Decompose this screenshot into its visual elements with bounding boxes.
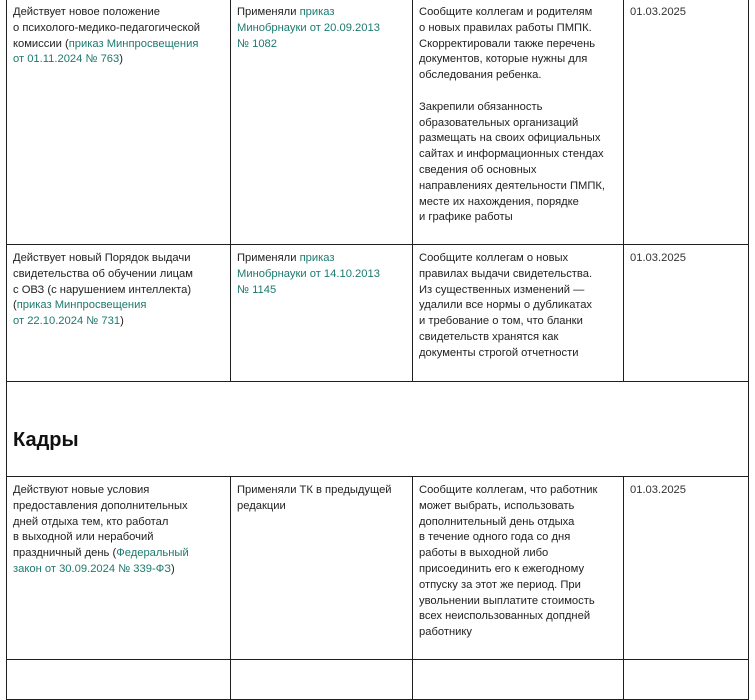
section-row — [7, 382, 749, 477]
section-title-cell — [7, 382, 749, 477]
change-description: Действует новое положение о психолого-медико-педагогической комиссии ( — [13, 6, 201, 50]
action-paragraph: Сообщите коллегам, что работник может выбрать, использовать дополнительный день отдыха в течение одного года со дня работы в выходной либо присоединить его к ежегодному отпуску за этот же период. При увольнении выплатите стоимость всех неиспользованных допдней работнику — [419, 484, 598, 639]
table-row — [7, 245, 749, 382]
change-description: Действует новый Порядок выдачи свидетельства об обучении лицам с ОВЗ (с нарушением интеллекта) ( — [13, 252, 193, 312]
effective-date-cell — [624, 245, 749, 382]
source-link[interactable]: приказ Минпросвещения от 22.10.2024 № 731 — [13, 299, 147, 328]
effective-date-cell — [624, 477, 749, 660]
closing-paren: ) — [170, 562, 175, 575]
table-cell — [7, 660, 231, 700]
previous-rule-cell — [231, 245, 413, 382]
table-row — [7, 477, 749, 660]
change-description: Действуют новые условия предоставления дополнительных дней отдыха тем, кто работал в выходной или нерабочий праздничный день ( — [13, 484, 188, 560]
effective-date: 01.03.2025 — [630, 252, 686, 264]
section-title: Кадры — [13, 429, 79, 451]
document-table — [6, 0, 749, 700]
previous-rule-cell — [231, 477, 413, 660]
action-cell — [413, 0, 624, 245]
action-cell — [413, 477, 624, 660]
closing-paren: ) — [120, 315, 124, 328]
closing-paren: ) — [119, 53, 123, 66]
previous-rule-text: Применяли ТК в предыдущей редакции — [237, 484, 392, 512]
source-link[interactable]: приказ Минпросвещения от 01.11.2024 № 763 — [13, 37, 199, 66]
table-cell — [231, 660, 413, 700]
table-cell — [413, 660, 624, 700]
previous-rule-link[interactable]: приказ Минобрнауки от 20.09.2013 № 1082 — [237, 6, 380, 50]
table-row — [7, 0, 749, 245]
table-cell — [624, 660, 749, 700]
previous-rule-link[interactable]: приказ Минобрнауки от 14.10.2013 № 1145 — [237, 252, 380, 296]
effective-date: 01.03.2025 — [630, 484, 686, 496]
source-link[interactable]: Федеральный закон от 30.09.2024 № 339-ФЗ — [13, 547, 189, 575]
action-paragraph: Сообщите коллегам и родителям о новых правилах работы ПМПК. Скорректировали также перечень документов, которые нужны для обследования ребенка. — [419, 6, 596, 82]
effective-date-cell — [624, 0, 749, 245]
action-cell — [413, 245, 624, 382]
change-description-cell — [7, 477, 231, 660]
action-paragraph: Закрепили обязанность образовательных организаций размещать на своих официальных сайтах и информационных стендах сведения об основных направлениях деятельности ПМПК, месте их нахождения, порядке и графике работы — [419, 100, 606, 224]
effective-date: 01.03.2025 — [630, 6, 686, 18]
action-paragraph: Сообщите коллегам о новых правилах выдачи свидетельства. Из существенных изменений — удалили все нормы о дубликатах и требование о том, что бланки свидетельств хранятся как документы строгой отчетности — [419, 252, 593, 359]
table-row — [7, 660, 749, 700]
previous-rule-cell — [231, 0, 413, 245]
previous-rule-text: Применяли — [237, 252, 300, 264]
previous-rule-text: Применяли — [237, 6, 300, 18]
change-description-cell — [7, 0, 231, 245]
change-description-cell — [7, 245, 231, 382]
